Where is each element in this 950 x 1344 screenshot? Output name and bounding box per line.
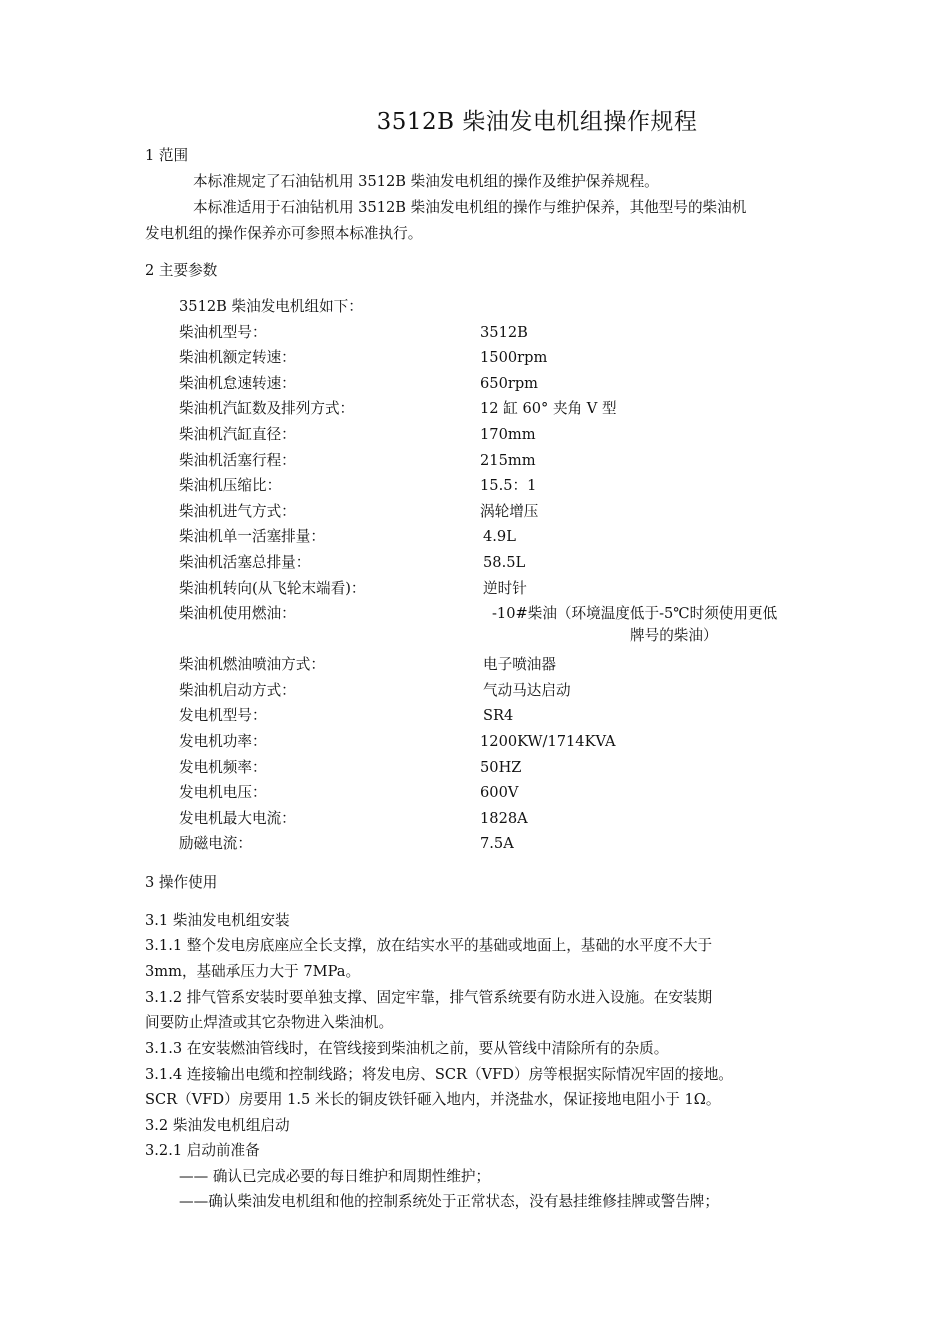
parameter-value: -10#柴油（环境温度低于-5℃时须使用更低 (492, 605, 778, 623)
parameter-value: 1500rpm (480, 349, 548, 367)
parameter-row (179, 553, 819, 579)
parameter-value: 50HZ (480, 758, 522, 776)
parameter-label: 发电机型号： (179, 707, 267, 725)
parameter-row (179, 348, 819, 374)
parameter-label: 发电机功率： (179, 732, 267, 750)
clause-3-1-3: 3.1.3 在安装燃油管线时，在管线接到柴油机之前，要从管线中清除所有的杂质。 (145, 1040, 669, 1057)
parameter-row (179, 758, 819, 784)
parameter-value: 气动马达启动 (483, 681, 571, 699)
parameter-row (179, 783, 819, 809)
parameter-value: 7.5A (480, 835, 514, 853)
parameter-label: 柴油机单一活塞排量： (179, 528, 325, 546)
parameter-list (179, 297, 819, 860)
parameter-row (179, 732, 819, 758)
parameter-label: 柴油机压缩比： (179, 477, 282, 495)
parameter-intro (179, 297, 819, 323)
parameter-value: 涡轮增压 (480, 502, 539, 520)
parameter-row (179, 706, 819, 732)
parameter-row (179, 655, 819, 681)
parameter-value: 15.5：1 (480, 477, 537, 495)
parameter-row (179, 579, 819, 605)
clause-3-1-2: 3.1.2 排气管系安装时要单独支撑、固定牢靠，排气管系统要有防水进入设施。在安装期 (145, 989, 713, 1006)
clause-3-1-1-cont: 3mm，基础承压力大于 7MPa。 (145, 963, 361, 980)
parameter-value: 3512B (480, 323, 528, 341)
parameter-value: 电子喷油器 (483, 656, 556, 674)
parameter-row (179, 425, 819, 451)
parameter-label: 发电机电压： (179, 784, 267, 802)
document-title: 3512B 柴油发电机组操作规程 (376, 109, 698, 135)
parameter-label: 柴油机使用燃油： (179, 605, 296, 623)
subsection-3-2: 3.2 柴油发电机组启动 (145, 1117, 290, 1134)
section-1-paragraph-1: 本标准规定了石油钻机用 3512B 柴油发电机组的操作及维护保养规程。 (193, 173, 659, 190)
parameter-label: 柴油机汽缸数及排列方式： (179, 400, 355, 418)
parameter-intro-text: 3512B 柴油发电机组如下： (179, 298, 363, 315)
subsection-3-1: 3.1 柴油发电机组安装 (145, 912, 290, 929)
parameter-label: 柴油机额定转速： (179, 349, 296, 367)
parameter-value: 1828A (480, 809, 528, 827)
parameter-label: 柴油机怠速转速： (179, 374, 296, 392)
section-2-heading: 2 主要参数 (145, 262, 218, 279)
parameter-row (179, 809, 819, 835)
parameter-label: 柴油机转向(从飞轮末端看)： (179, 579, 366, 597)
clause-3-2-1: 3.2.1 启动前准备 (145, 1142, 260, 1159)
section-1-heading: 1 范围 (145, 147, 189, 164)
bullet-item: —— 确认已完成必要的每日维护和周期性维护； (179, 1168, 491, 1185)
parameter-value: 逆时针 (483, 579, 527, 597)
parameter-value: 1200KW/1714KVA (480, 732, 616, 750)
section-1-paragraph-2: 本标准适用于石油钻机用 3512B 柴油发电机组的操作与维护保养，其他型号的柴油机 (193, 199, 747, 216)
parameter-label: 柴油机燃油喷油方式： (179, 656, 325, 674)
parameter-row (179, 323, 819, 349)
parameter-label: 柴油机活塞总排量： (179, 553, 311, 571)
parameter-label: 发电机最大电流： (179, 809, 296, 827)
clause-3-1-4-cont: SCR（VFD）房要用 1.5 米长的铜皮铁钎砸入地内，并浇盐水，保证接地电阻小于 1Ω。 (145, 1091, 721, 1108)
parameter-row (179, 451, 819, 477)
parameter-value: 650rpm (480, 374, 539, 392)
parameter-row (179, 834, 819, 860)
parameter-label: 柴油机活塞行程： (179, 451, 296, 469)
parameter-label: 柴油机启动方式： (179, 681, 296, 699)
parameter-row (179, 374, 819, 400)
parameter-value: 600V (480, 784, 519, 802)
parameter-value: SR4 (483, 707, 514, 725)
parameter-row (179, 527, 819, 553)
parameter-label: 柴油机进气方式： (179, 502, 296, 520)
clause-3-1-4: 3.1.4 连接输出电缆和控制线路；将发电房、SCR（VFD）房等根据实际情况牢固的接地。 (145, 1066, 733, 1083)
parameter-value: 4.9L (483, 528, 516, 546)
parameter-row (179, 681, 819, 707)
section-1-paragraph-2-cont: 发电机组的操作保养亦可参照本标准执行。 (145, 225, 423, 242)
parameter-label: 发电机频率： (179, 758, 267, 776)
clause-3-1-2-cont: 间要防止焊渣或其它杂物进入柴油机。 (145, 1014, 394, 1031)
bullet-item: ——确认柴油发电机组和他的控制系统处于正常状态，没有悬挂维修挂牌或警告牌； (179, 1193, 719, 1210)
parameter-row (179, 604, 819, 655)
parameter-row (179, 399, 819, 425)
parameter-label: 柴油机汽缸直径： (179, 425, 296, 443)
parameter-row (179, 476, 819, 502)
section-3-heading: 3 操作使用 (145, 874, 218, 891)
parameter-value-cont: 牌号的柴油） (630, 627, 718, 645)
clause-3-1-1: 3.1.1 整个发电房底座应全长支撑，放在结实水平的基础或地面上，基础的水平度不大于 (145, 937, 713, 954)
parameter-label: 柴油机型号： (179, 323, 267, 341)
parameter-value: 12 缸 60° 夹角 V 型 (480, 400, 617, 418)
parameter-value: 58.5L (483, 553, 526, 571)
parameter-row (179, 502, 819, 528)
parameter-value: 170mm (480, 425, 536, 443)
parameter-label: 励磁电流： (179, 835, 252, 853)
parameter-value: 215mm (480, 451, 536, 469)
